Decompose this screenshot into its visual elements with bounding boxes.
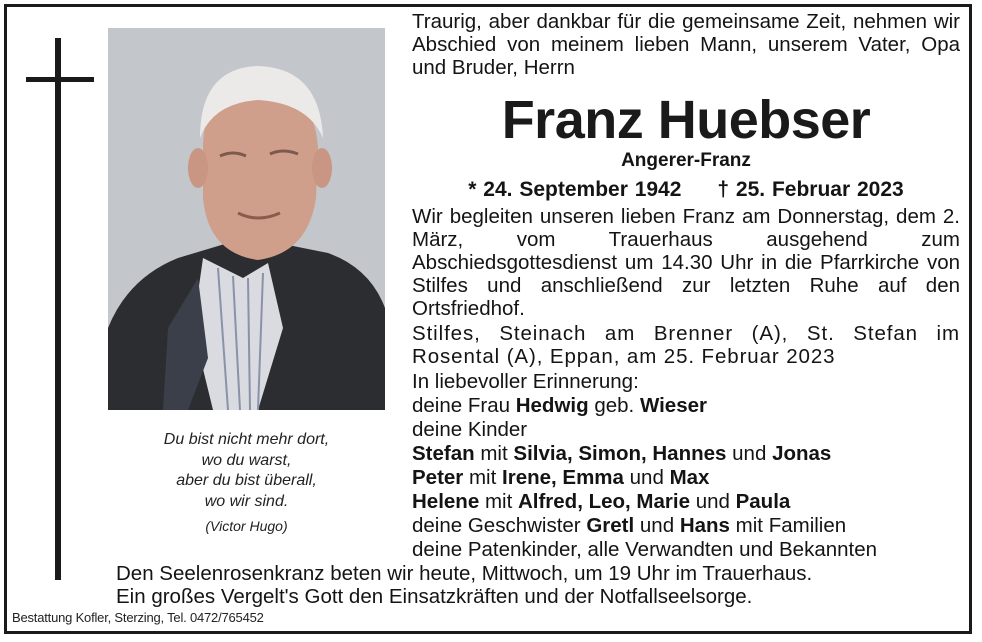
poem [108,430,385,537]
memory-intro: In liebevoller Erinnerung: [412,370,639,393]
family-line: Helene mit Alfred, Leo, Marie und Paula [412,490,791,513]
mourners-list [412,370,960,562]
nickname: Angerer-Franz [621,150,751,171]
cross-icon-bar [26,77,94,82]
wife-line: deine Frau Hedwig geb. Wieser [412,394,707,417]
undertaker-info: Bestattung Kofler, Sterzing, Tel. 0472/765452 [12,610,264,625]
poem-line: Du bist nicht mehr dort, [163,431,330,448]
closing-text [116,562,961,608]
cross-icon [55,38,61,580]
place-date: Stilfes, Steinach am Brenner (A), St. Stefan im Rosental (A), Eppan, am 25. Februar 2023 [412,322,960,368]
life-dates [412,177,960,202]
poem-author: (Victor Hugo) [205,518,288,534]
family-line: Stefan mit Silvia, Simon, Hannes und Jonas [412,442,832,465]
deceased-name: Franz Huebser [501,90,871,150]
intro-text: Traurig, aber dankbar für die gemeinsame Zeit, nehmen wir Abschied von meinem lieben Mann, unserem Vater, Opa und Bruder, Herrn [412,10,960,79]
death-date: † 25. Februar 2023 [717,178,904,201]
poem-line: aber du bist überall, [176,472,317,489]
poem-line: wo wir sind. [204,492,289,510]
family-line: Peter mit Irene, Emma und Max [412,466,710,489]
funeral-text: Wir begleiten unseren lieben Franz am Donnerstag, dem 2. März, vom Trauerhaus ausgehend zum Abschiedsgottesdienst um 14.30 Uhr in die Pfarrkirche von Stilfes und anschließend zur letzten Ruhe auf den Ortsfriedhof. [412,205,960,320]
siblings-line: deine Geschwister Gretl und Hans mit Familien [412,514,847,537]
children-label: deine Kinder [412,418,528,441]
poem-line: wo du warst, [201,451,292,469]
portrait-photo [108,28,385,410]
relatives-line: deine Patenkinder, alle Verwandten und Bekannten [412,538,878,561]
rosary-line: Den Seelenrosenkranz beten wir heute, Mittwoch, um 19 Uhr im Trauerhaus. [116,562,813,585]
birth-date: * 24. September 1942 [468,178,682,201]
thanks-line: Ein großes Vergelt's Gott den Einsatzkräften und der Notfallseelsorge. [116,585,753,608]
